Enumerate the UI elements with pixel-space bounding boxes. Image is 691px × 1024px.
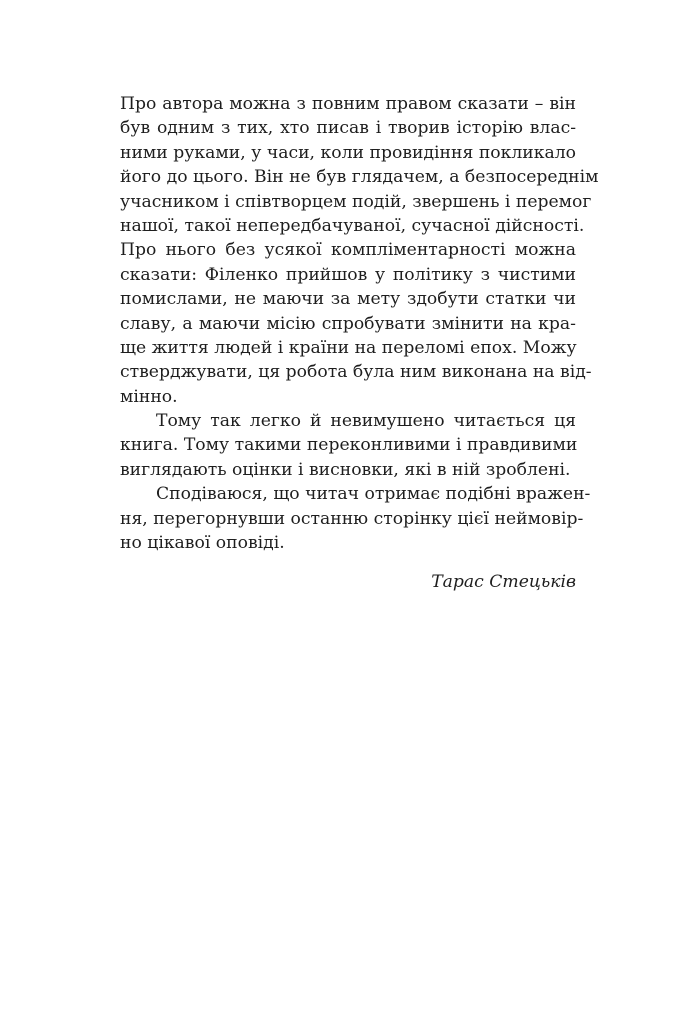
author-signature: Тарас Стецьків [431,572,576,592]
text-line: виглядають оцінки і висновки, які в ній зроблені. [120,459,571,480]
paragraph-1 [120,92,599,409]
text-line: стверджувати, ця робота була ним виконана на від- [120,362,592,383]
text-line: Тому так легко й невимушено читається ця [156,411,576,432]
text-line: нашої, такої непередбачуваної, сучасної дійсності. [120,215,585,236]
text-line: Про автора можна з повним правом сказати – він [120,94,576,114]
text-line: помислами, не маючи за мету здобути статки чи [120,289,576,310]
text-line: його до цього. Він не був глядачем, а безпосереднім [120,167,599,188]
text-line: ня, перегорнувши останню сторінку цієї неймовір- [120,508,584,529]
text-line: но цікавої оповіді. [120,533,285,554]
body-text [120,92,599,555]
paragraph-2 [120,409,576,482]
text-line: славу, а маючи місію спробувати змінити на кра- [120,313,576,334]
text-line: ними руками, у часи, коли провидіння покликало [120,142,576,163]
text-line: книга. Тому такими переконливими і правдивими [120,435,578,456]
text-line: учасником і співтворцем подій, звершень і перемог [120,191,592,212]
paragraph-3 [120,482,591,555]
text-line: мінно. [120,386,178,407]
text-line: був одним з тих, хто писав і творив історію влас- [120,118,576,139]
text-line: Про нього без усякої компліментарності можна [120,240,576,261]
text-line: ще життя людей і країни на переломі епох. Можу [120,337,577,358]
text-line: Сподіваюся, що читач отримає подібні вражен- [156,484,591,505]
text-line: сказати: Філенко прийшов у політику з чистими [120,264,576,285]
